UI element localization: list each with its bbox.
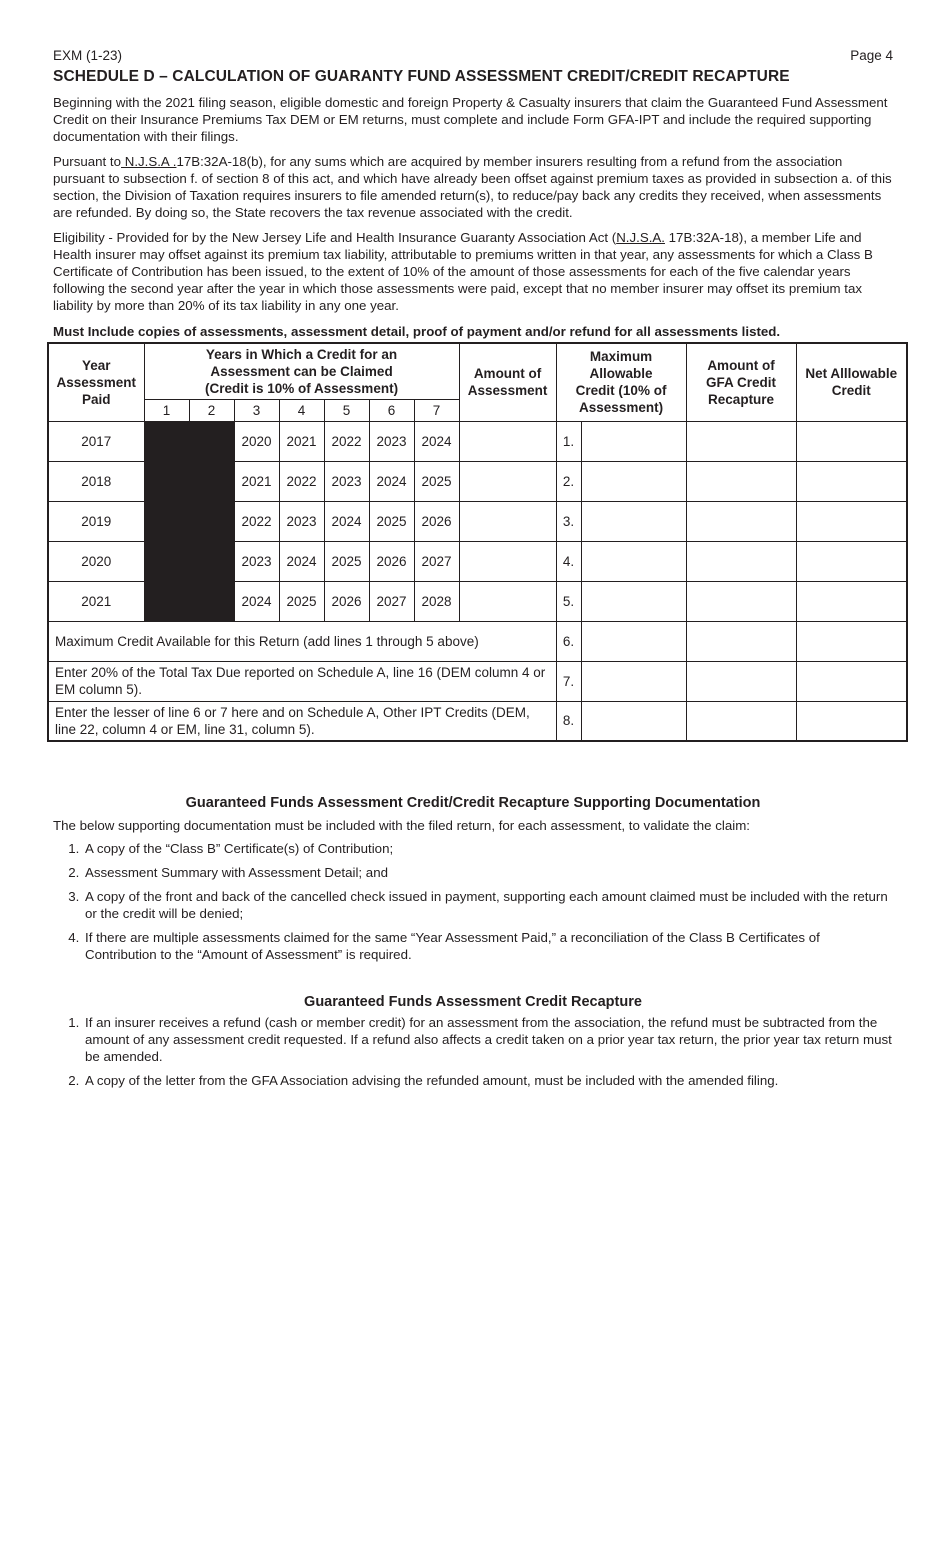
blacked-out-cell xyxy=(144,501,189,541)
max-credit-field[interactable] xyxy=(581,541,686,581)
sub-col-5: 5 xyxy=(324,399,369,421)
claim-year: 2023 xyxy=(279,501,324,541)
sub-col-4: 4 xyxy=(279,399,324,421)
table-row xyxy=(48,421,907,461)
year-paid: 2020 xyxy=(48,541,144,581)
sub-col-2: 2 xyxy=(189,399,234,421)
blacked-out-cell xyxy=(144,541,189,581)
summary-net-field[interactable] xyxy=(796,621,907,661)
claim-year: 2025 xyxy=(324,541,369,581)
claim-year: 2021 xyxy=(234,461,279,501)
year-paid: 2019 xyxy=(48,501,144,541)
line-number: 7. xyxy=(556,661,581,701)
claim-year: 2023 xyxy=(369,421,414,461)
net-credit-field[interactable] xyxy=(796,461,907,501)
col-header-year: Year Assessment Paid xyxy=(48,343,144,421)
supporting-docs-heading: Guaranteed Funds Assessment Credit/Credit Recapture Supporting Documentation xyxy=(185,795,761,811)
amount-of-assessment-field[interactable] xyxy=(459,421,556,461)
col-header-recapture: Amount of GFA Credit Recapture xyxy=(686,343,796,421)
line-number: 2. xyxy=(556,461,581,501)
recapture-heading: Guaranteed Funds Assessment Credit Recapture xyxy=(304,994,642,1010)
year-paid: 2021 xyxy=(48,581,144,621)
recapture-field[interactable] xyxy=(686,461,796,501)
claim-year: 2023 xyxy=(234,541,279,581)
line-number: 5. xyxy=(556,581,581,621)
table-row xyxy=(48,581,907,621)
summary-net-field[interactable] xyxy=(796,661,907,701)
form-id: EXM (1-23) xyxy=(53,48,123,63)
summary-description: Enter 20% of the Total Tax Due reported on Schedule A, line 16 (DEM column 4 or EM column 5). xyxy=(48,661,556,701)
net-credit-field[interactable] xyxy=(796,421,907,461)
amount-of-assessment-field[interactable] xyxy=(459,501,556,541)
statute-ref-link: N.J.S.A . xyxy=(121,154,177,169)
blacked-out-cell xyxy=(189,461,234,501)
blacked-out-cell xyxy=(189,541,234,581)
claim-year: 2025 xyxy=(369,501,414,541)
summary-row xyxy=(48,701,907,741)
summary-row xyxy=(48,621,907,661)
max-credit-field[interactable] xyxy=(581,581,686,621)
recapture-field[interactable] xyxy=(686,541,796,581)
net-credit-field[interactable] xyxy=(796,581,907,621)
max-credit-field[interactable] xyxy=(581,421,686,461)
claim-year: 2026 xyxy=(414,501,459,541)
claim-year: 2028 xyxy=(414,581,459,621)
max-credit-field[interactable] xyxy=(581,461,686,501)
net-credit-field[interactable] xyxy=(796,501,907,541)
recapture-field[interactable] xyxy=(686,501,796,541)
year-paid: 2017 xyxy=(48,421,144,461)
page-header-block xyxy=(53,48,893,340)
amount-of-assessment-field[interactable] xyxy=(459,541,556,581)
list-item: 1. If an insurer receives a refund (cash or member credit) for an assessment from the association, the refund must be subtracted from the amount of any assessment credit requested. If a refund also affects a credit taken on a prior year tax return, the prior year tax return must be amended. xyxy=(83,1014,893,1065)
list-item: 4. If there are multiple assessments claimed for the same “Year Assessment Paid,” a reconciliation of the Class B Certificates of Contribution to the “Amount of Assessment” is required. xyxy=(83,929,893,963)
col-header-years-claimed: Years in Which a Credit for an Assessment can be Claimed (Credit is 10% of Assessment) xyxy=(144,343,459,399)
claim-year: 2027 xyxy=(414,541,459,581)
claim-year: 2026 xyxy=(324,581,369,621)
recapture-field[interactable] xyxy=(686,421,796,461)
summary-recapture-field[interactable] xyxy=(686,661,796,701)
table-row xyxy=(48,461,907,501)
col-header-max-credit: Maximum Allowable Credit (10% of Assessment) xyxy=(556,343,686,421)
claim-year: 2024 xyxy=(324,501,369,541)
claim-year: 2027 xyxy=(369,581,414,621)
statute-ref-link-2: N.J.S.A. xyxy=(616,230,665,245)
table-row xyxy=(48,501,907,541)
summary-max-field[interactable] xyxy=(581,621,686,661)
sub-col-1: 1 xyxy=(144,399,189,421)
intro-paragraph-2 xyxy=(53,153,893,221)
summary-max-field[interactable] xyxy=(581,661,686,701)
amount-of-assessment-field[interactable] xyxy=(459,581,556,621)
summary-recapture-field[interactable] xyxy=(686,621,796,661)
must-include-note: Must Include copies of assessments, assessment detail, proof of payment and/or refund for all assessments listed. xyxy=(53,324,781,339)
amount-of-assessment-field[interactable] xyxy=(459,461,556,501)
summary-net-field[interactable] xyxy=(796,701,907,741)
sub-col-6: 6 xyxy=(369,399,414,421)
list-item: 1. A copy of the “Class B” Certificate(s) of Contribution; xyxy=(83,840,893,857)
list-item: 2. A copy of the letter from the GFA Association advising the refunded amount, must be included with the amended filing. xyxy=(83,1072,893,1089)
blacked-out-cell xyxy=(189,501,234,541)
claim-year: 2024 xyxy=(234,581,279,621)
supporting-docs-intro: The below supporting documentation must be included with the filed return, for each assessment, to validate the claim: xyxy=(53,818,750,833)
blacked-out-cell xyxy=(144,581,189,621)
claim-year: 2024 xyxy=(414,421,459,461)
summary-max-field[interactable] xyxy=(581,701,686,741)
claim-year: 2022 xyxy=(234,501,279,541)
recapture-field[interactable] xyxy=(686,581,796,621)
claim-year: 2025 xyxy=(414,461,459,501)
net-credit-field[interactable] xyxy=(796,541,907,581)
line-number: 1. xyxy=(556,421,581,461)
page-header xyxy=(53,48,893,63)
list-item: 3. A copy of the front and back of the cancelled check issued in payment, supporting each amount claimed must be included with the return or the credit will be denied; xyxy=(83,888,893,922)
line-number: 3. xyxy=(556,501,581,541)
col-header-net: Net Alllowable Credit xyxy=(796,343,907,421)
eligibility-paragraph xyxy=(53,229,893,314)
claim-year: 2023 xyxy=(324,461,369,501)
p3-body: 17B:32A-18), a member Life and Health insurer may offset against its premium tax liability, attributable to premiums written in that year, any assessments for which a Class B Certificate of Contribution has been issued, to the extent of 10% of the amount of those assessments for each of the five calendar years following the second year after the year in which those assessments were paid, except that no member insurer may offset its premium tax liability by more than 20% of its tax liability in any one year. xyxy=(53,230,873,313)
recapture-section xyxy=(53,994,893,1096)
blacked-out-cell xyxy=(144,461,189,501)
claim-year: 2024 xyxy=(279,541,324,581)
year-paid: 2018 xyxy=(48,461,144,501)
claim-year: 2022 xyxy=(279,461,324,501)
supporting-docs-list xyxy=(53,840,893,963)
claim-year: 2026 xyxy=(369,541,414,581)
blacked-out-cell xyxy=(189,421,234,461)
summary-description: Enter the lesser of line 6 or 7 here and on Schedule A, Other IPT Credits (DEM, line 22, column 4 or EM, line 31, column 5). xyxy=(48,701,556,741)
blacked-out-cell xyxy=(144,421,189,461)
table-row xyxy=(48,541,907,581)
p2-lead: Pursuant to xyxy=(53,154,122,169)
col-header-amount: Amount of Assessment xyxy=(459,343,556,421)
list-item: 2. Assessment Summary with Assessment Detail; and xyxy=(83,864,893,881)
claim-year: 2020 xyxy=(234,421,279,461)
claim-year: 2022 xyxy=(324,421,369,461)
claim-year: 2024 xyxy=(369,461,414,501)
blacked-out-cell xyxy=(189,581,234,621)
page-number: Page 4 xyxy=(850,48,893,63)
line-number: 8. xyxy=(556,701,581,741)
claim-year: 2021 xyxy=(279,421,324,461)
max-credit-field[interactable] xyxy=(581,501,686,541)
summary-description: Maximum Credit Available for this Return (add lines 1 through 5 above) xyxy=(48,621,556,661)
schedule-d-table xyxy=(47,342,908,742)
line-number: 6. xyxy=(556,621,581,661)
sub-col-7: 7 xyxy=(414,399,459,421)
p3-lead: Eligibility - Provided for by the New Jersey Life and Health Insurance Guaranty Association Act ( xyxy=(53,230,617,245)
line-number: 4. xyxy=(556,541,581,581)
sub-col-3: 3 xyxy=(234,399,279,421)
recapture-list xyxy=(53,1014,893,1089)
supporting-docs-section xyxy=(53,795,893,970)
schedule-title: SCHEDULE D – CALCULATION OF GUARANTY FUND ASSESSMENT CREDIT/CREDIT RECAPTURE xyxy=(53,68,790,85)
summary-row xyxy=(48,661,907,701)
p2-body: 17B:32A-18(b), for any sums which are acquired by member insurers resulting from a refund from the association pursuant to subsection f. of section 8 of this act, and which have already been offset against premium taxes as provided in subsection a. of this section, the Division of Taxation requires insurers to file amended return(s), to reduce/pay back any credits they received, when assessments are refunded. By doing so, the State recovers the tax revenue associated with the credit. xyxy=(53,154,892,220)
summary-recapture-field[interactable] xyxy=(686,701,796,741)
claim-year: 2025 xyxy=(279,581,324,621)
intro-paragraph-1: Beginning with the 2021 filing season, eligible domestic and foreign Property & Casualty insurers that claim the Guaranteed Fund Assessment Credit on their Insurance Premiums Tax DEM or EM returns, must complete and include Form GFA-IPT and include the required supporting documentation with their filings. xyxy=(53,95,888,144)
